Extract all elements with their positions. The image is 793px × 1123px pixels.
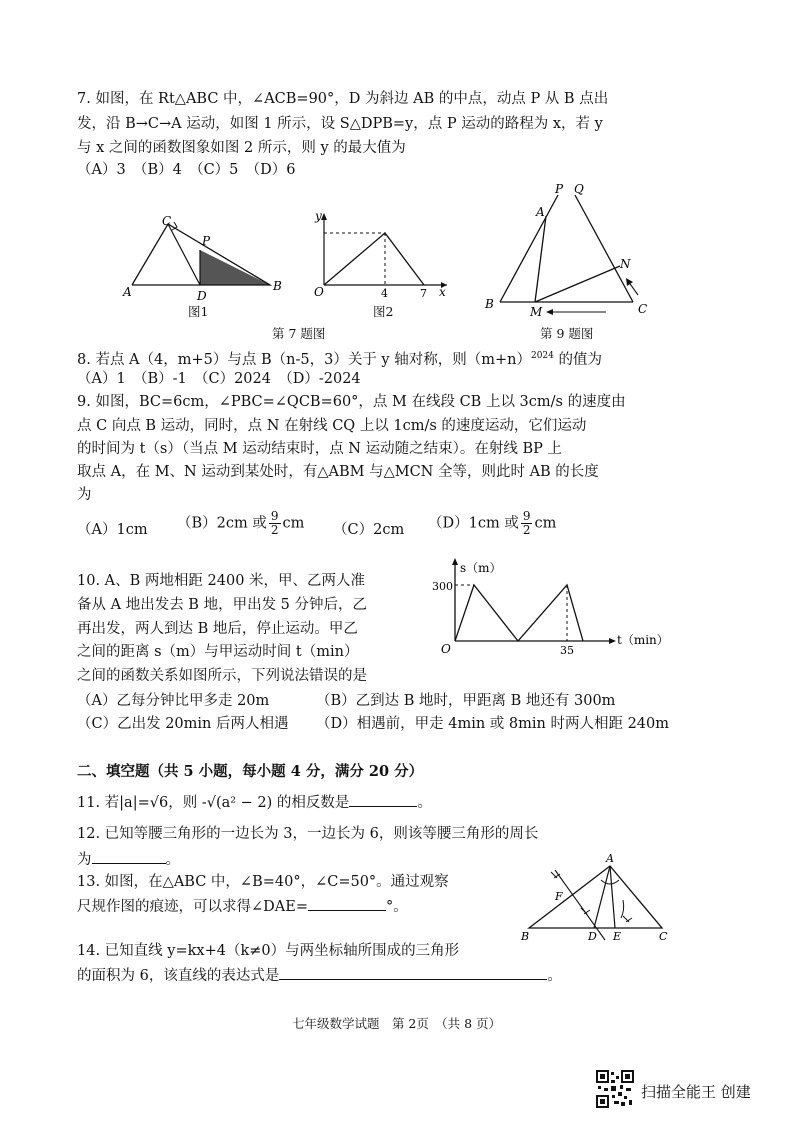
q10-optC: （C）乙出发 20min 后两人相遇: [77, 716, 289, 732]
tick-300: 300: [432, 580, 453, 593]
tick-4: 4: [381, 287, 388, 300]
q9-optA: （A）1cm: [77, 522, 148, 538]
q7-caption: 第 7 题图: [272, 326, 326, 341]
label-c: C: [638, 302, 648, 316]
q9-line2: 点 C 向点 B 运动，同时，点 N 在射线 CQ 上以 1cm/s 的速度运动，它们运动: [77, 418, 587, 434]
arc-a: [601, 880, 619, 884]
q8-text-b: 的值为: [553, 351, 602, 368]
q10-line2: 备从 A 地出发去 B 地，甲出发 5 分钟后，乙: [77, 597, 368, 613]
arc-mark-right: [623, 916, 632, 922]
q8-exponent: 2024: [530, 351, 554, 361]
q9-line1: 9. 如图，BC=6cm，∠PBC=∠QCB=60°，点 M 在线段 CB 上以 3cm/s 的速度由: [77, 394, 626, 410]
label-b: B: [521, 930, 530, 943]
label-a: A: [536, 205, 545, 219]
q10-optA: （A）乙每分钟比甲多走 20m: [77, 693, 270, 709]
label-q: Q: [574, 182, 584, 196]
triangle-abc: [529, 866, 662, 928]
label-a: A: [123, 285, 132, 299]
tick-35: 35: [560, 644, 574, 657]
q11-line: 11. 若|a|=√6，则 -√(a² − 2) 的相反数是 。: [77, 792, 432, 813]
segment-ae: [610, 866, 615, 928]
q12-line1: 12. 已知等腰三角形的一边长为 3，一边长为 6，则该等腰三角形的周长: [77, 826, 539, 842]
q9-optC: （C）2cm: [333, 522, 405, 538]
label-e: E: [613, 930, 622, 943]
fig2-label: 图2: [373, 304, 394, 319]
y-label: s（m）: [460, 561, 502, 575]
q10-line3: 再出发，两人到达 B 地后，停止运动。甲乙: [77, 621, 358, 637]
q10-line5: 之间的函数关系如图所示，下列说法错误的是: [77, 668, 367, 684]
tick-7: 7: [420, 287, 427, 300]
q13-answer-blank[interactable]: [308, 896, 386, 911]
q14-answer-blank[interactable]: [279, 965, 547, 980]
label-b: B: [273, 279, 282, 293]
label-c: C: [659, 930, 668, 943]
arc-mark-mid: [581, 908, 590, 914]
graph-line: [324, 233, 424, 285]
q9-optD: （D）1cm 或 $\frac{9}{2}$ cm: [428, 509, 557, 537]
q10-optD: （D）相遇前，甲走 4min 或 8min 时两人相距 240m: [316, 716, 669, 732]
ray-cq: [575, 195, 633, 302]
label-d: D: [588, 930, 597, 943]
q9-optB: （B）2cm 或 $\frac{9}{2}$ cm: [177, 509, 305, 537]
x-label: t（min）: [617, 633, 669, 647]
page-footer: 七年级数学试题 第 2页 （共 8 页）: [291, 1016, 502, 1031]
segment-am: [535, 216, 546, 302]
shaded-triangle-dpb: [200, 250, 270, 285]
q8-options: （A）1 （B）-1 （C）2024 （D）-2024: [77, 371, 361, 387]
q9-figure: [478, 180, 668, 320]
q12-line2: 为 。: [77, 849, 180, 870]
label-p: P: [202, 234, 211, 248]
q7-options: （A）3 （B）4 （C）5 （D）6: [77, 162, 296, 178]
q10-line1: 10. A、B 两地相距 2400 米，甲、乙两人准: [77, 573, 366, 589]
q8-line1: [77, 346, 602, 370]
q9-line3: 的时间为 t（s）（当点 M 运动结束时，点 N 运动随之结束）。在射线 BP 上: [77, 441, 562, 457]
label-p: P: [555, 182, 564, 196]
q10-graph: [430, 555, 670, 660]
q10-optB: （B）乙到达 B 地时，甲距离 B 地还有 300m: [316, 693, 616, 709]
q12-answer-blank[interactable]: [92, 849, 166, 864]
label-c: C: [162, 214, 172, 228]
q7-line2: 发，沿 B→C→A 运动，如图 1 所示，设 S△DPB=y，点 P 运动的路程为 x，若 y: [77, 116, 603, 132]
q9-line4: 取点 A，在 M、N 运动到某处时，有△ABM 与△MCN 全等，则此时 AB 的长度: [77, 464, 599, 480]
label-f: F: [555, 890, 563, 903]
origin-label: O: [441, 642, 451, 656]
q7-figure1: [120, 212, 295, 307]
label-o: O: [314, 285, 324, 299]
q14-line2: 的面积为 6，该直线的表达式是 。: [77, 965, 562, 986]
q9-line5: 为: [77, 487, 92, 503]
qr-code-icon: [596, 1070, 634, 1108]
q13-line2: 尺规作图的痕迹，可以求得∠DAE= °。: [77, 896, 408, 917]
ray-bp: [500, 195, 558, 302]
q9-caption: 第 9 题图: [540, 326, 594, 341]
label-a: A: [606, 852, 614, 865]
arc-e: [621, 900, 624, 918]
q10-line4: 之间的距离 s（m）与甲运动时间 t（min）: [77, 644, 359, 660]
label-m: M: [530, 305, 543, 319]
q13-figure: [515, 850, 675, 945]
scanner-watermark: 扫描全能王 创建: [641, 1083, 751, 1101]
q7-line1: 7. 如图，在 Rt△ABC 中，∠ACB=90°，D 为斜边 AB 的中点，动点 P 从 B 点出: [77, 91, 609, 107]
q7-figure2: [312, 205, 452, 300]
label-d: D: [197, 289, 207, 303]
segment-ad: [594, 866, 610, 928]
label-y: y: [315, 209, 322, 223]
q11-answer-blank[interactable]: [349, 792, 417, 807]
q14-line1: 14. 已知直线 y=kx+4（k≠0）与两坐标轴所围成的三角形: [77, 943, 460, 959]
perpendicular-bisector: [555, 870, 605, 940]
distance-line: [455, 585, 583, 641]
q8-text: 8. 若点 A（4，m+5）与点 B（n-5，3）关于 y 轴对称，则（m+n）: [77, 351, 531, 368]
label-b: B: [485, 297, 494, 311]
label-n: N: [620, 257, 631, 271]
segment-mn: [535, 266, 620, 302]
q7-line3: 与 x 之间的函数图象如图 2 所示，则 y 的最大值为: [77, 140, 406, 156]
q13-line1: 13. 如图，在△ABC 中，∠B=40°，∠C=50°。通过观察: [77, 874, 449, 890]
label-x: x: [439, 285, 446, 299]
fig1-label: 图1: [188, 304, 209, 319]
arc-mark-top: [551, 872, 560, 878]
section-2-heading: 二、填空题（共 5 小题，每小题 4 分，满分 20 分）: [77, 763, 424, 780]
